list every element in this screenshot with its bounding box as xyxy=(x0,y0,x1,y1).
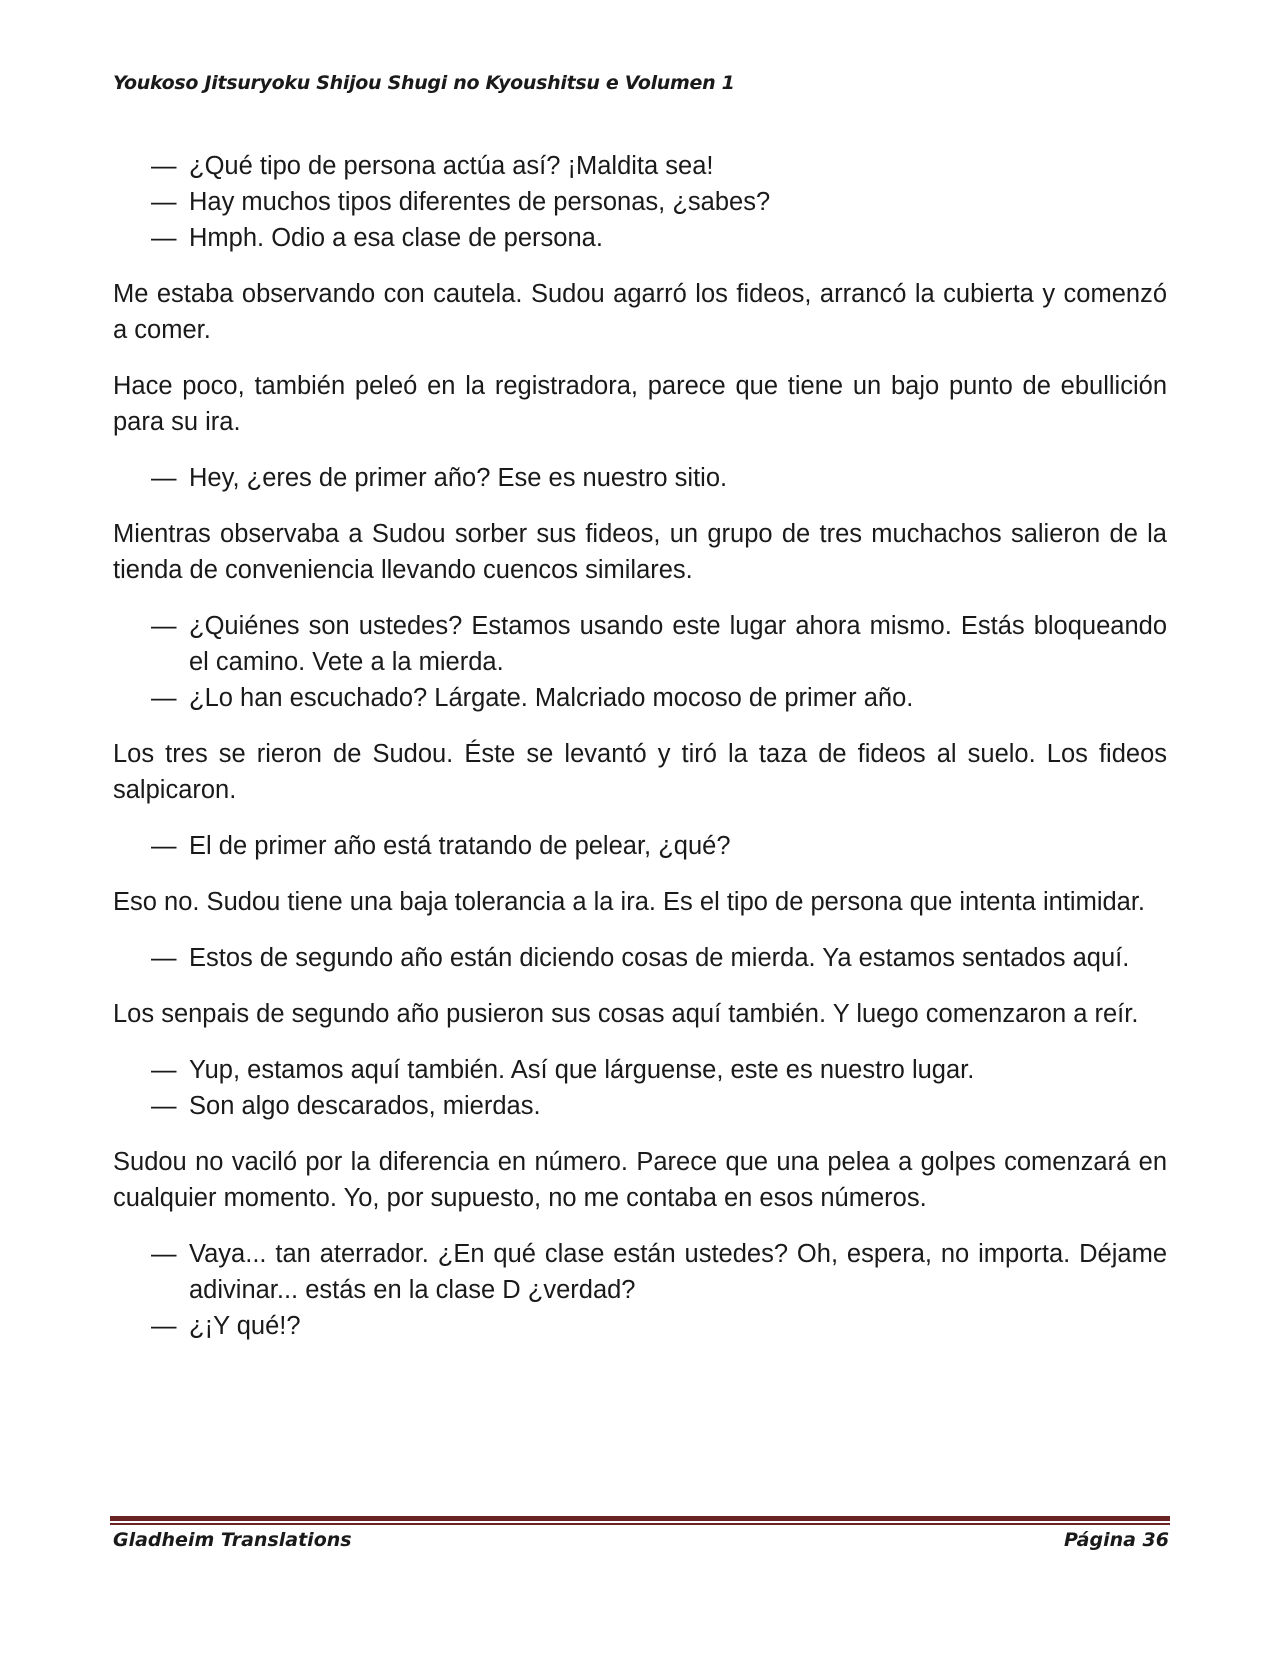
narrative-paragraph: Me estaba observando con cautela. Sudou agarró los fideos, arrancó la cubierta y comenzó a comer. xyxy=(113,280,1167,344)
em-dash: — xyxy=(151,464,177,492)
em-dash: — xyxy=(151,152,177,180)
dialogue-block xyxy=(113,828,1167,864)
em-dash: — xyxy=(151,944,177,972)
dialogue-line xyxy=(113,1308,1167,1344)
dialogue-text: Son algo descarados, mierdas. xyxy=(189,1092,541,1120)
dialogue-text: Hmph. Odio a esa clase de persona. xyxy=(189,224,603,252)
dialogue-block xyxy=(113,1052,1167,1124)
dialogue-line xyxy=(113,608,1167,680)
narrative-paragraph: Hace poco, también peleó en la registradora, parece que tiene un bajo punto de ebullición para su ira. xyxy=(113,372,1167,436)
page-body xyxy=(113,148,1167,1364)
dialogue-line xyxy=(113,1088,1167,1124)
dialogue-text: Hay muchos tipos diferentes de personas, ¿sabes? xyxy=(189,188,771,216)
dialogue-line xyxy=(113,680,1167,716)
dialogue-block xyxy=(113,460,1167,496)
em-dash: — xyxy=(151,684,177,712)
dialogue-text: ¿Qué tipo de persona actúa así? ¡Maldita sea! xyxy=(189,152,714,180)
dialogue-text: Hey, ¿eres de primer año? Ese es nuestro sitio. xyxy=(189,464,728,492)
dialogue-line xyxy=(113,148,1167,184)
footer-rule-thick xyxy=(110,1516,1170,1521)
footer-page-number: Página 36 xyxy=(1063,1529,1169,1551)
narrative-paragraph: Los tres se rieron de Sudou. Éste se levantó y tiró la taza de fideos al suelo. Los fideos salpicaron. xyxy=(113,740,1167,804)
dialogue-block xyxy=(113,1236,1167,1344)
em-dash: — xyxy=(151,1240,177,1268)
dialogue-text: Yup, estamos aquí también. Así que lárguense, este es nuestro lugar. xyxy=(189,1056,975,1084)
narrative-paragraph: Los senpais de segundo año pusieron sus cosas aquí también. Y luego comenzaron a reír. xyxy=(113,1000,1139,1028)
dialogue-text: El de primer año está tratando de pelear, ¿qué? xyxy=(189,832,731,860)
dialogue-line xyxy=(113,1236,1167,1308)
narrative-paragraph: Mientras observaba a Sudou sorber sus fideos, un grupo de tres muchachos salieron de la tienda de conveniencia llevando cuencos similares. xyxy=(113,520,1167,584)
em-dash: — xyxy=(151,1092,177,1120)
dialogue-line xyxy=(113,220,1167,256)
dialogue-line xyxy=(113,1052,1167,1088)
dialogue-text: ¿Quiénes son ustedes? Estamos usando este lugar ahora mismo. Estás bloqueando el camino. Vete a la mierda. xyxy=(189,612,1167,676)
em-dash: — xyxy=(151,188,177,216)
narrative-paragraph: Sudou no vaciló por la diferencia en número. Parece que una pelea a golpes comenzará en cualquier momento. Yo, por supuesto, no me contaba en esos números. xyxy=(113,1148,1167,1212)
dialogue-line xyxy=(113,940,1167,976)
em-dash: — xyxy=(151,832,177,860)
running-header-title: Youkoso Jitsuryoku Shijou Shugi no Kyoushitsu e Volumen 1 xyxy=(113,72,735,94)
dialogue-line xyxy=(113,828,1167,864)
em-dash: — xyxy=(151,1056,177,1084)
em-dash: — xyxy=(151,612,177,640)
dialogue-line xyxy=(113,184,1167,220)
dialogue-block xyxy=(113,148,1167,256)
em-dash: — xyxy=(151,224,177,252)
footer-translator-credit: Gladheim Translations xyxy=(113,1529,352,1551)
narrative-paragraph: Eso no. Sudou tiene una baja tolerancia a la ira. Es el tipo de persona que intenta intimidar. xyxy=(113,888,1146,916)
dialogue-text: Estos de segundo año están diciendo cosas de mierda. Ya estamos sentados aquí. xyxy=(189,944,1130,972)
dialogue-block xyxy=(113,608,1167,716)
dialogue-block xyxy=(113,940,1167,976)
footer-rule-thin xyxy=(110,1523,1170,1525)
dialogue-text: Vaya... tan aterrador. ¿En qué clase están ustedes? Oh, espera, no importa. Déjame adivinar... estás en la clase D ¿verdad? xyxy=(189,1240,1167,1304)
dialogue-text: ¿¡Y qué!? xyxy=(189,1312,301,1340)
em-dash: — xyxy=(151,1312,177,1340)
dialogue-line xyxy=(113,460,1167,496)
dialogue-text: ¿Lo han escuchado? Lárgate. Malcriado mocoso de primer año. xyxy=(189,684,914,712)
